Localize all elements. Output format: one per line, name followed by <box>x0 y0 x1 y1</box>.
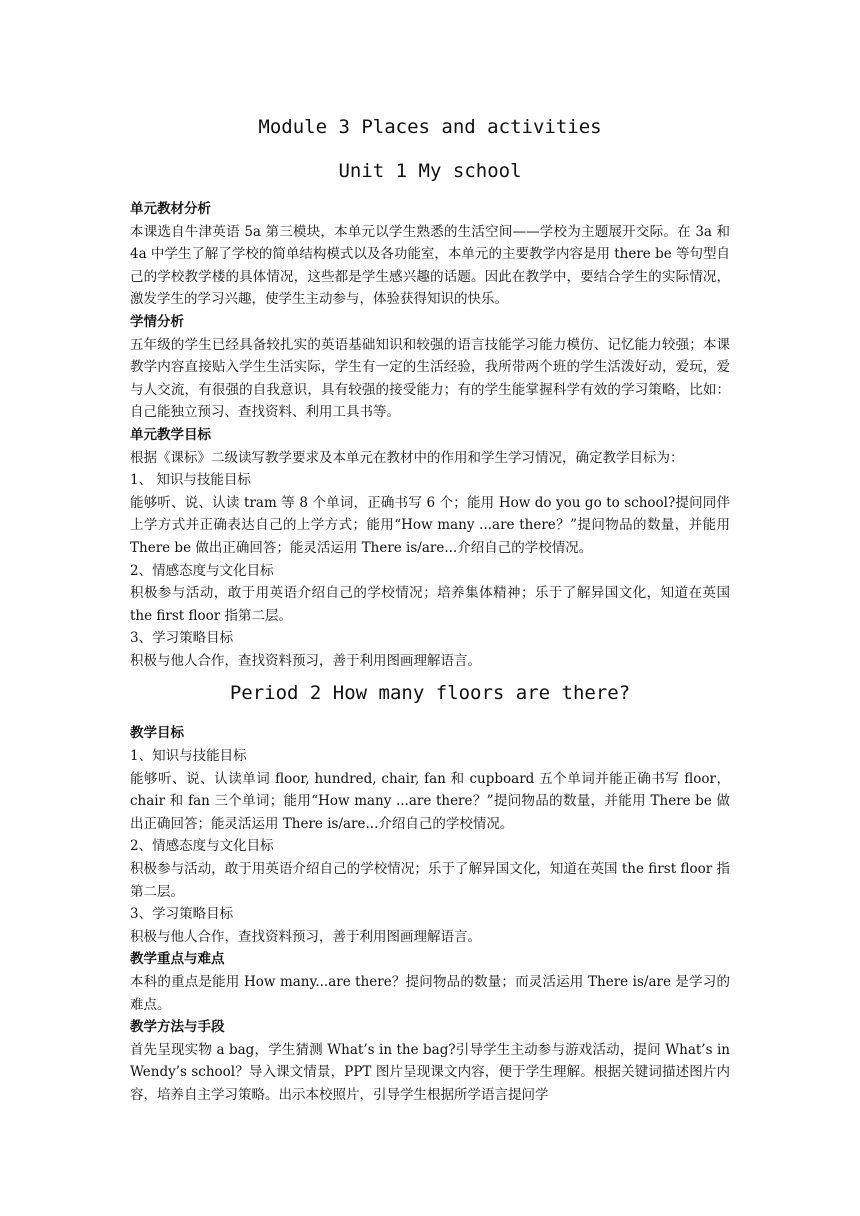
unit-goal-2-title: 2、情感态度与文化目标 <box>130 562 274 579</box>
students-paragraph: 五年级的学生已经具备较扎实的英语基础知识和较强的语言技能学习能力模仿、记忆能力较强；本课教学内容直接贴入学生生活实际，学生有一定的生活经验，我所带两个班的学生活泼好动，爱玩，爱与人交流，有很强的自我意识，具有较强的接受能力；有的学生能掌握科学有效的学习策略，比如：自己能独立预习、查找资料、利用工具书等。 <box>130 336 730 421</box>
methods-paragraph: 首先呈现实物 a bag，学生猜测 What’s in the bag?引导学生主动参与游戏活动，提问 What’s in Wendy’s school？导入课文情景，PPT 图片呈现课文内容，便于学生理解。根据关键词描述图片内容，培养自主学习策略。出示本校照片，引导学生根据所学语言提问学 <box>130 1041 730 1103</box>
unit-goal-2-text: 积极参与活动，敢于用英语介绍自己的学校情况；培养集体精神；乐于了解异国文化，知道在英国 the first floor 指第二层。 <box>130 585 730 624</box>
section-heading-period-goals: 教学目标 <box>130 725 184 742</box>
section-heading-unit-goals: 单元教学目标 <box>130 426 211 443</box>
unit-goal-1-text: 能够听、说、认读 tram 等 8 个单词，正确书写 6 个；能用 How do you go to school?提问同伴上学方式并正确表达自己的上学方式；能用“How many ...are there？”提问物品的数量，并能用 There be 做出正确回答；能灵活运用 There is/are...介绍自己的学校情况。 <box>130 494 730 556</box>
period-goal-2-title: 2、情感态度与文化目标 <box>130 838 274 855</box>
analysis-paragraph: 本课选自牛津英语 5a 第三模块，本单元以学生熟悉的生活空间——学校为主题展开交际。在 3a 和 4a 中学生了解了学校的简单结构模式以及各功能室，本单元的主要教学内容是用 there be 等句型自己的学校教学楼的具体情况，这些都是学生感兴趣的话题。因此在教学中，要结合学生的实际情况，激发学生的学习兴趣，使学生主动参与，体验获得知识的快乐。 <box>130 223 730 308</box>
unit-goals-intro: 根据《课标》二级读写教学要求及本单元在教材中的作用和学生学习情况，确定教学目标为： <box>130 449 684 466</box>
unit-title: Unit 1 My school <box>338 160 522 182</box>
unit-goal-1-title: 1、 知识与技能目标 <box>130 472 251 489</box>
document-page <box>130 112 730 1107</box>
period-goal-1-text: 能够听、说、认读单词 floor, hundred, chair, fan 和 cupboard 五个单词并能正确书写 floor，chair 和 fan 三个单词；能用“How many ...are there？”提问物品的数量，并能用 There be 做出正确回答；能灵活运用 There is/are...介绍自己的学校情况。 <box>130 770 730 832</box>
section-heading-analysis: 单元教材分析 <box>130 201 211 217</box>
period-goal-2-text: 积极参与活动，敢于用英语介绍自己的学校情况；乐于了解异国文化，知道在英国 the first floor 指第二层。 <box>130 861 730 900</box>
section-heading-methods: 教学方法与手段 <box>130 1019 225 1036</box>
unit-goal-3-text: 积极与他人合作，查找资料预习，善于利用图画理解语言。 <box>130 652 481 669</box>
period-goal-1-title: 1、知识与技能目标 <box>130 748 247 765</box>
section-heading-students: 学情分析 <box>130 313 184 330</box>
period-goal-3-text: 积极与他人合作，查找资料预习，善于利用图画理解语言。 <box>130 928 481 945</box>
period-goal-3-title: 3、学习策略目标 <box>130 906 234 923</box>
section-heading-key-points: 教学重点与难点 <box>130 951 225 968</box>
key-points-paragraph: 本科的重点是能用 How many...are there？提问物品的数量；而灵活运用 There is/are 是学习的难点。 <box>130 974 730 1013</box>
unit-goal-3-title: 3、学习策略目标 <box>130 630 234 647</box>
period-title: Period 2 How many floors are there? <box>229 682 631 705</box>
module-title: Module 3 Places and activities <box>258 116 602 138</box>
